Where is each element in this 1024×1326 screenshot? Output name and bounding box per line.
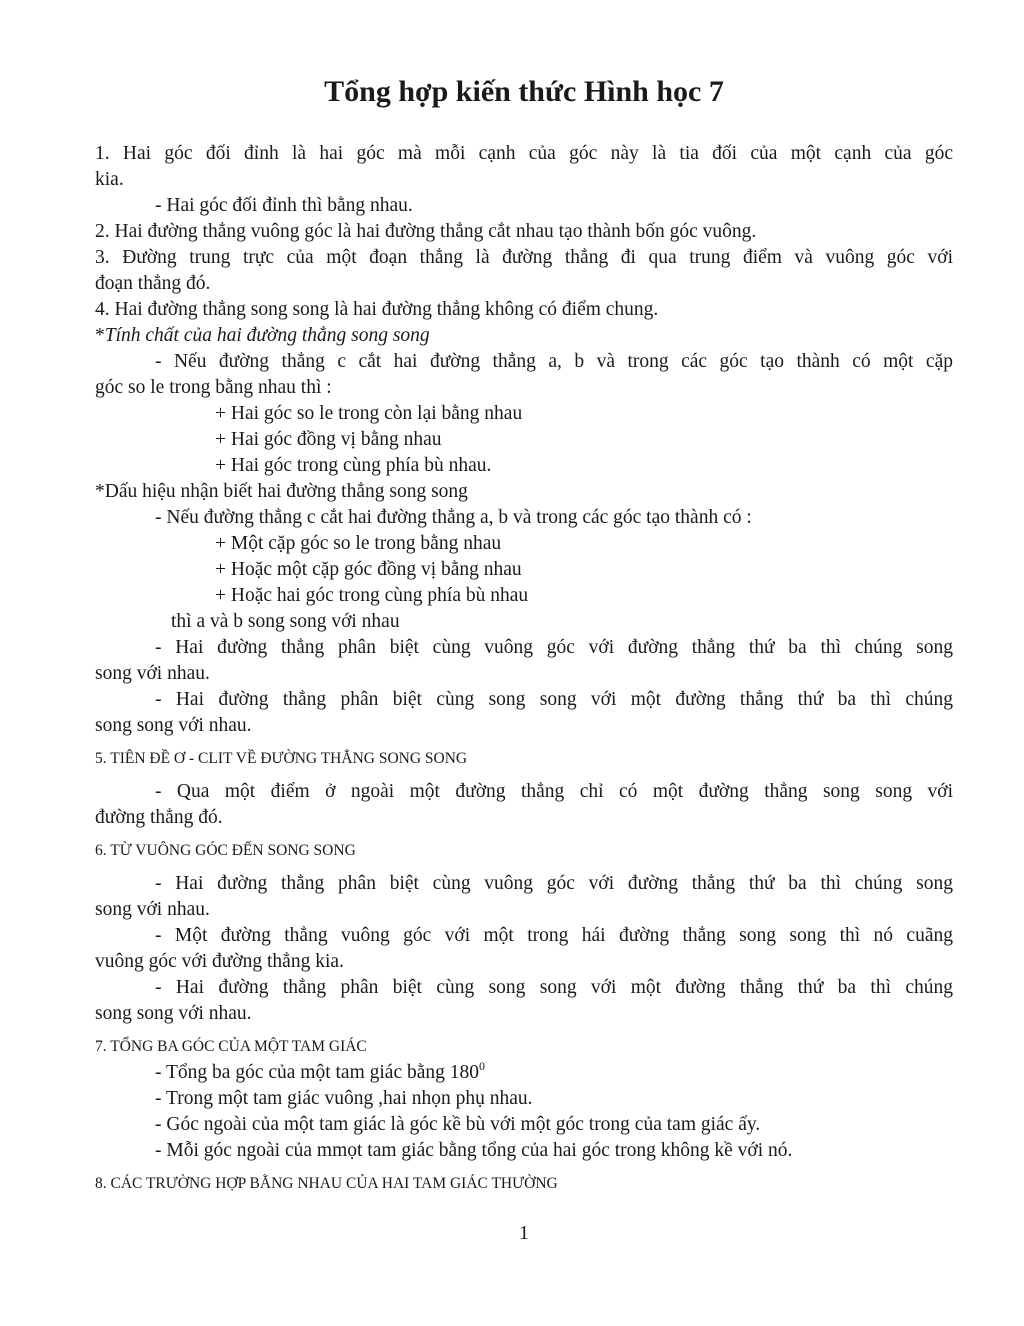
section-5-line: đường thẳng đó. <box>95 807 223 828</box>
property-bullet: + Hai góc so le trong còn lại bằng nhau <box>215 403 523 424</box>
section-5-line: - Qua một điểm ở ngoài một đường thẳng chỉ có một đường thẳng song song với <box>155 781 953 802</box>
section-7-line: - Trong một tam giác vuông ,hai nhọn phụ nhau. <box>155 1088 533 1109</box>
sign-line: - Nếu đường thẳng c cắt hai đường thẳng a, b và trong các góc tạo thành có : <box>155 507 752 528</box>
property-heading-text: Tính chất của hai đường thẳng song song <box>104 325 430 346</box>
parallel-line: song song với nhau. <box>95 715 252 736</box>
section-1-note: - Hai góc đối đỉnh thì bằng nhau. <box>155 195 413 216</box>
section-1-line: kia. <box>95 169 124 190</box>
sign-bullet: + Hoặc một cặp góc đồng vị bằng nhau <box>215 559 522 580</box>
section-6-line: - Hai đường thẳng phân biệt cùng song song với một đường thẳng thứ ba thì chúng <box>155 977 953 998</box>
property-line: - Nếu đường thẳng c cắt hai đường thẳng a, b và trong các góc tạo thành có một cặp <box>155 351 953 372</box>
property-line: góc so le trong bằng nhau thì : <box>95 377 332 398</box>
perpendicular-line: song với nhau. <box>95 663 210 684</box>
section-3-line: 3. Đường trung trực của một đoạn thẳng là đường thẳng đi qua trung điểm và vuông góc với <box>95 247 953 268</box>
property-heading-symbol: * <box>95 325 105 346</box>
page-number: 1 <box>519 1222 529 1244</box>
section-1-line: 1. Hai góc đối đỉnh là hai góc mà mỗi cạnh của góc này là tia đối của một cạnh của góc <box>95 143 953 164</box>
perpendicular-line: - Hai đường thẳng phân biệt cùng vuông góc với đường thẳng thứ ba thì chúng song <box>155 637 953 658</box>
section-6-heading: 6. TỪ VUÔNG GÓC ĐẾN SONG SONG <box>95 842 356 859</box>
section-8-heading: 8. CÁC TRƯỜNG HỢP BẰNG NHAU CỦA HAI TAM GIÁC THƯỜNG <box>95 1175 558 1192</box>
section-6-line: - Một đường thẳng vuông góc với một trong hái đường thẳng song song thì nó cuãng <box>155 925 953 946</box>
sign-bullet: + Hoặc hai góc trong cùng phía bù nhau <box>215 585 529 606</box>
section-7-line <box>95 1060 953 1086</box>
parallel-line: - Hai đường thẳng phân biệt cùng song song với một đường thẳng thứ ba thì chúng <box>155 689 953 710</box>
section-4-line: 4. Hai đường thẳng song song là hai đường thẳng không có điểm chung. <box>95 299 659 320</box>
property-heading <box>95 323 953 349</box>
angle-sum-text: - Tổng ba góc của một tam giác bằng 180 <box>155 1062 480 1083</box>
sign-bullet: + Một cặp góc so le trong bằng nhau <box>215 533 502 554</box>
section-7-line: - Mỗi góc ngoài của mmọt tam giác bằng tổng của hai góc trong không kề với nó. <box>155 1140 793 1161</box>
section-6-line: - Hai đường thẳng phân biệt cùng vuông góc với đường thẳng thứ ba thì chúng song <box>155 873 953 894</box>
document-page <box>95 70 953 1306</box>
sign-heading: *Dấu hiệu nhận biết hai đường thẳng song song <box>95 481 468 502</box>
section-3-line: đoạn thẳng đó. <box>95 273 211 294</box>
sign-conclusion: thì a và b song song với nhau <box>171 611 400 632</box>
degree-superscript: 0 <box>479 1058 486 1073</box>
section-5-heading: 5. TIÊN ĐỀ Ơ - CLIT VỀ ĐƯỜNG THẲNG SONG SONG <box>95 750 468 767</box>
section-7-heading: 7. TỔNG BA GÓC CỦA MỘT TAM GIÁC <box>95 1038 367 1055</box>
property-bullet: + Hai góc đồng vị bằng nhau <box>215 429 442 450</box>
section-6-line: song với nhau. <box>95 899 210 920</box>
section-6-line: vuông góc với đường thẳng kia. <box>95 951 344 972</box>
document-title: Tổng hợp kiến thức Hình học 7 <box>324 75 724 108</box>
property-bullet: + Hai góc trong cùng phía bù nhau. <box>215 455 492 476</box>
section-2-line: 2. Hai đường thẳng vuông góc là hai đường thẳng cắt nhau tạo thành bốn góc vuông. <box>95 221 757 242</box>
section-6-line: song song với nhau. <box>95 1003 252 1024</box>
section-7-line: - Góc ngoài của một tam giác là góc kề bù với một góc trong của tam giác ấy. <box>155 1114 761 1135</box>
